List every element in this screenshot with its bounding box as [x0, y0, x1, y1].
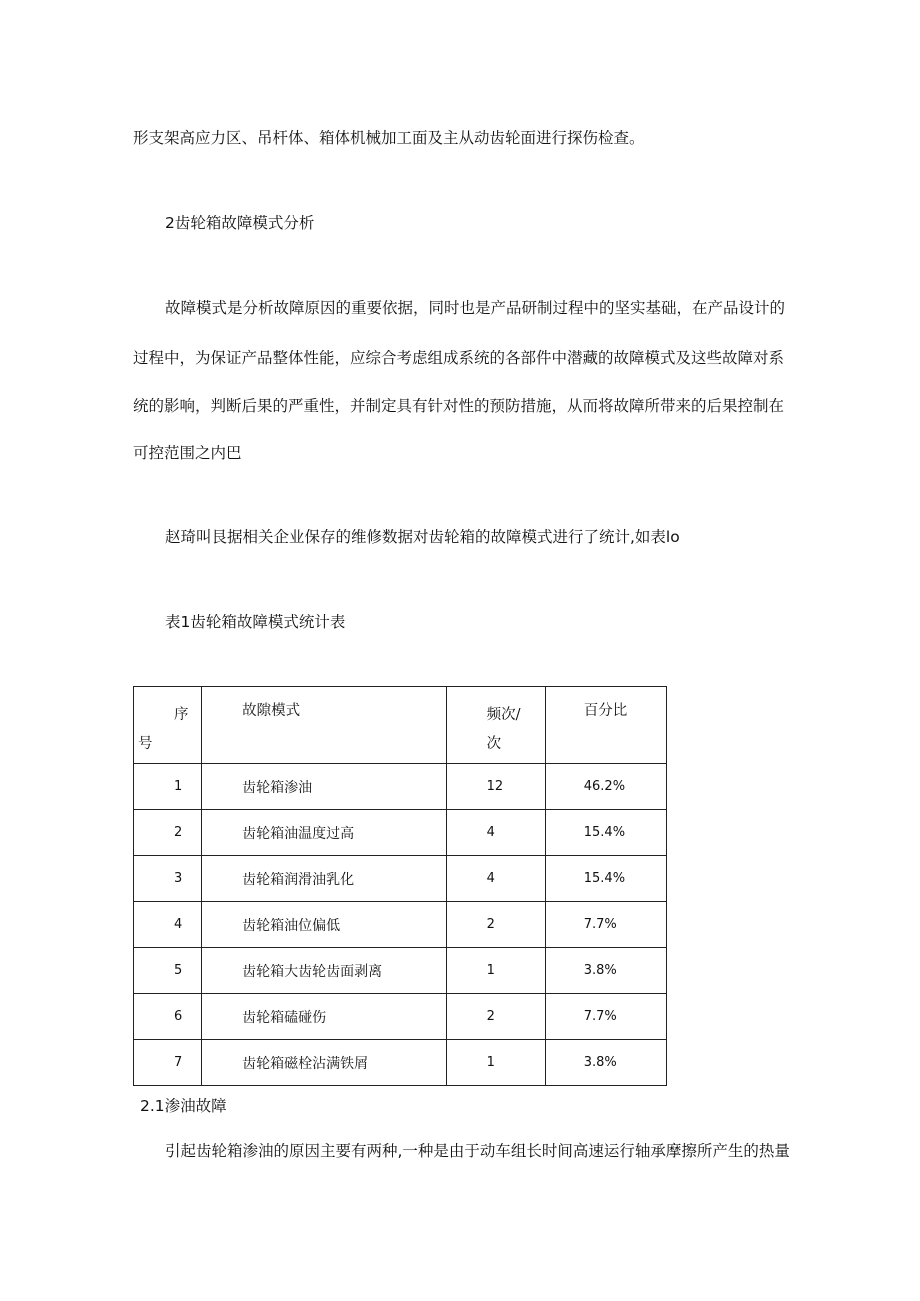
- table-caption: 表1齿轮箱故障模式统计表: [165, 613, 346, 631]
- paragraph-failure-mode-line: 统的影响，判断后果的严重性，并制定具有针对性的预防措施，从而将故障所带来的后果控制在: [133, 397, 785, 415]
- table-cell-num: 3: [134, 856, 202, 902]
- table-cell-pct: 46.2%: [545, 764, 666, 810]
- table-cell-freq: 2: [446, 902, 545, 948]
- header-frequency-part1: 频次/: [486, 707, 521, 723]
- table-cell-mode: 齿轮箱油位偏低: [202, 902, 446, 948]
- table-row: [134, 1040, 667, 1086]
- table-cell-pct: 7.7%: [545, 902, 666, 948]
- header-number-part2: 号: [138, 736, 153, 752]
- header-number-part1: 序: [174, 707, 189, 723]
- header-cell-number: [134, 687, 202, 764]
- paragraph-intro-end: 形支架高应力区、吊杆体、箱体机械加工面及主从动齿轮面进行探伤检查。: [133, 129, 645, 147]
- table-cell-mode: 齿轮箱磁栓沾满铁屑: [202, 1040, 446, 1086]
- table-cell-pct: 15.4%: [545, 856, 666, 902]
- table-cell-freq: 1: [446, 948, 545, 994]
- header-mode: 故隙模式: [242, 703, 301, 719]
- table-cell-freq: 12: [446, 764, 545, 810]
- section-heading-2-1: 2.1渗油故障: [140, 1097, 227, 1115]
- header-frequency-part2: 次: [486, 736, 502, 752]
- header-cell-mode: [202, 687, 446, 764]
- table-cell-freq: 4: [446, 810, 545, 856]
- paragraph-failure-mode-line: 可控范围之内巴: [133, 444, 242, 462]
- table-cell-num: 6: [134, 994, 202, 1040]
- table-cell-num: 4: [134, 902, 202, 948]
- table-header-row: [134, 687, 667, 764]
- table-row: [134, 948, 667, 994]
- table-cell-pct: 3.8%: [545, 1040, 666, 1086]
- paragraph-failure-mode-line: 过程中，为保证产品整体性能，应综合考虑组成系统的各部件中潜藏的故障模式及这些故障对系: [133, 349, 785, 367]
- table-cell-num: 5: [134, 948, 202, 994]
- table-cell-num: 1: [134, 764, 202, 810]
- paragraph-leakage: 引起齿轮箱渗油的原因主要有两种,一种是由于动车组长时间高速运行轴承摩擦所产生的热量: [165, 1142, 790, 1160]
- table-cell-mode: 齿轮箱润滑油乳化: [202, 856, 446, 902]
- failure-mode-table: [133, 686, 667, 1086]
- table-cell-mode: 齿轮箱磕碰伤: [202, 994, 446, 1040]
- paragraph-failure-mode-line: 故障模式是分析故障原因的重要依据，同时也是产品研制过程中的坚实基础，在产品设计的: [165, 299, 786, 317]
- section-heading-2: 2齿轮箱故障模式分析: [165, 214, 315, 232]
- header-cell-frequency: [446, 687, 545, 764]
- table-row: [134, 810, 667, 856]
- table-cell-freq: 2: [446, 994, 545, 1040]
- table-cell-mode: 齿轮箱油温度过高: [202, 810, 446, 856]
- table-cell-num: 7: [134, 1040, 202, 1086]
- table-cell-num: 2: [134, 810, 202, 856]
- header-percent: 百分比: [583, 703, 628, 719]
- paragraph-statistics: 赵琦叫艮据相关企业保存的维修数据对齿轮箱的故障模式进行了统计,如表lo: [165, 528, 680, 546]
- table-row: [134, 902, 667, 948]
- table-row: [134, 764, 667, 810]
- header-cell-percent: [545, 687, 666, 764]
- table-row: [134, 856, 667, 902]
- table-cell-freq: 1: [446, 1040, 545, 1086]
- table-row: [134, 994, 667, 1040]
- table-cell-freq: 4: [446, 856, 545, 902]
- table-cell-pct: 3.8%: [545, 948, 666, 994]
- table-cell-pct: 15.4%: [545, 810, 666, 856]
- table-cell-pct: 7.7%: [545, 994, 666, 1040]
- table-cell-mode: 齿轮箱大齿轮齿面剥离: [202, 948, 446, 994]
- table-cell-mode: 齿轮箱渗油: [202, 764, 446, 810]
